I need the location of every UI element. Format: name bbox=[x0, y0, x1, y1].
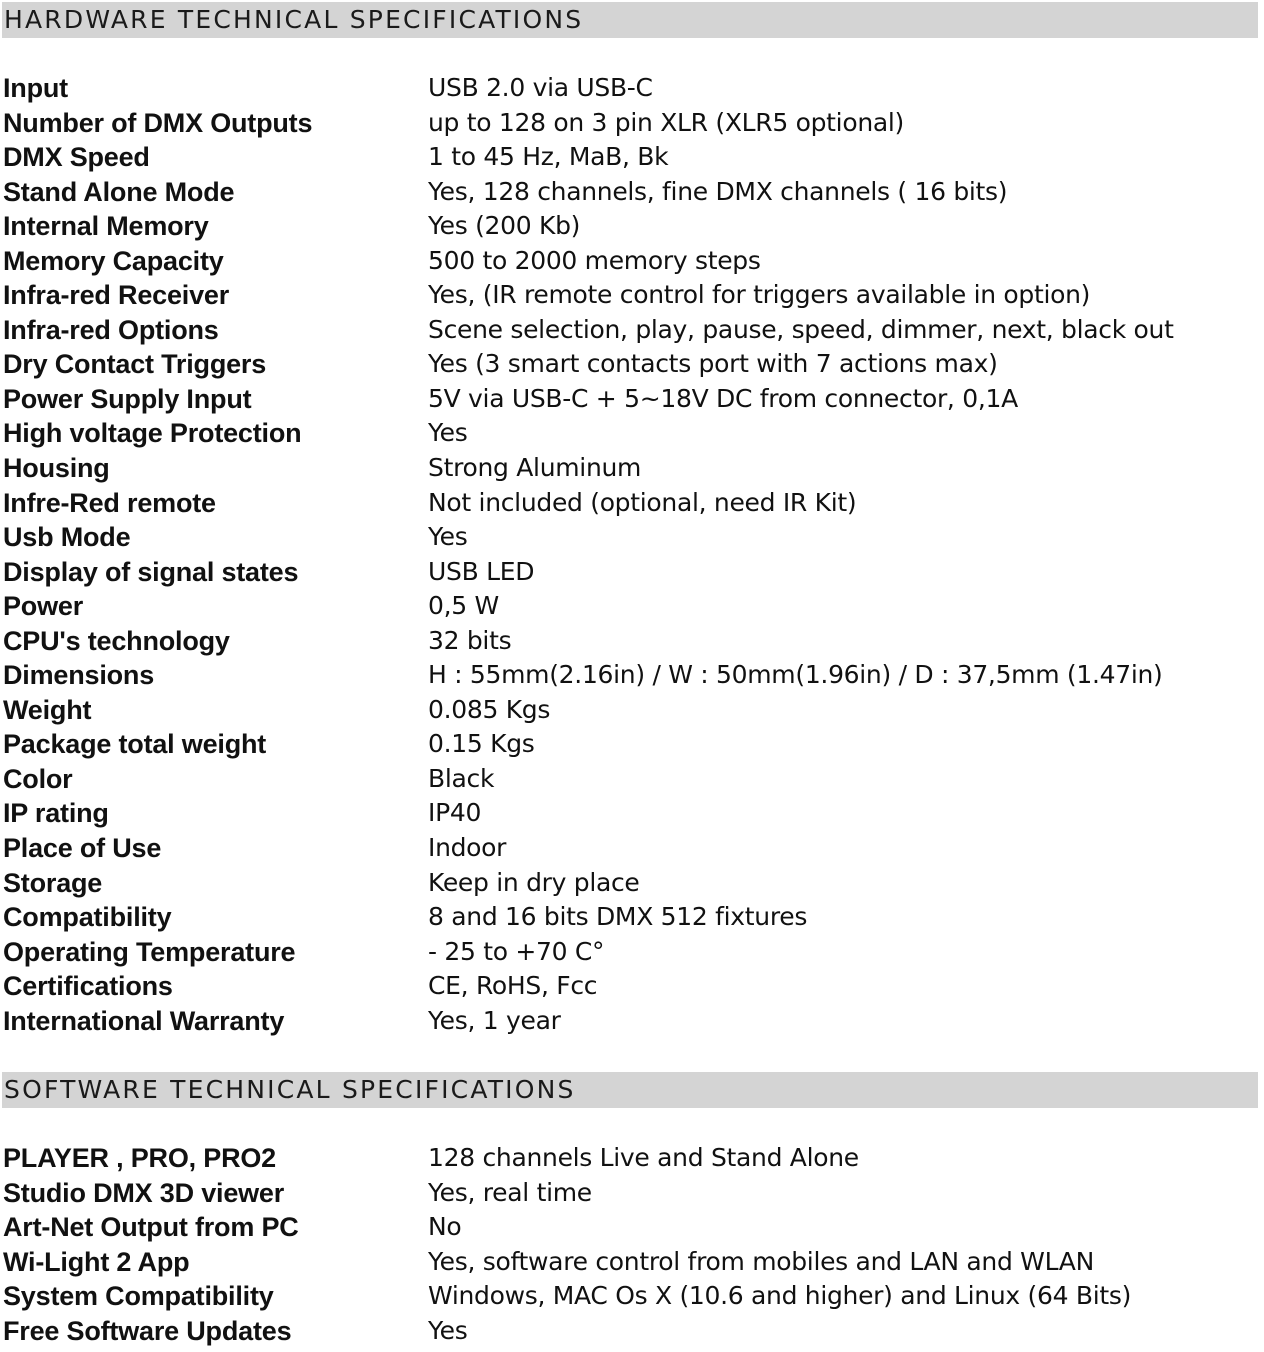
spec-row bbox=[3, 969, 1259, 1004]
spec-value: 0.085 Kgs bbox=[428, 694, 551, 724]
spec-label: International Warranty bbox=[3, 1005, 285, 1036]
spec-label: Dry Contact Triggers bbox=[3, 349, 267, 380]
spec-value: Scene selection, play, pause, speed, dimmer, next, black out bbox=[428, 314, 1174, 344]
spec-row bbox=[3, 175, 1259, 210]
spec-row bbox=[3, 486, 1259, 521]
spec-value: - 25 to +70 C° bbox=[428, 936, 605, 966]
spec-row bbox=[3, 1176, 1259, 1211]
spec-label: Memory Capacity bbox=[3, 245, 224, 276]
spec-value: Yes, (IR remote control for triggers available in option) bbox=[428, 280, 1091, 310]
spec-label: Art-Net Output from PC bbox=[3, 1212, 299, 1243]
spec-label: Dimensions bbox=[3, 660, 155, 691]
software-spec-table bbox=[3, 1141, 1259, 1348]
spec-row bbox=[3, 382, 1259, 417]
spec-value: Yes bbox=[428, 522, 468, 552]
spec-label: Certifications bbox=[3, 971, 173, 1002]
spec-row bbox=[3, 762, 1259, 797]
spec-value: 500 to 2000 memory steps bbox=[428, 245, 761, 275]
spec-row bbox=[3, 831, 1259, 866]
spec-label: IP rating bbox=[3, 798, 109, 829]
spec-label: Display of signal states bbox=[3, 556, 299, 587]
spec-value: Yes, 128 channels, fine DMX channels ( 16 bits) bbox=[428, 176, 1008, 206]
spec-row bbox=[3, 106, 1259, 141]
spec-value: Yes (3 smart contacts port with 7 actions max) bbox=[428, 349, 998, 379]
spec-value: Strong Aluminum bbox=[428, 453, 642, 483]
spec-value: Windows, MAC Os X (10.6 and higher) and Linux (64 Bits) bbox=[428, 1281, 1132, 1311]
spec-label: PLAYER , PRO, PRO2 bbox=[3, 1143, 276, 1173]
spec-row bbox=[3, 347, 1259, 382]
spec-label: Package total weight bbox=[3, 729, 267, 760]
spec-value: Black bbox=[428, 763, 495, 793]
spec-row bbox=[3, 209, 1259, 244]
spec-value: 5V via USB-C + 5~18V DC from connector, 0,1A bbox=[428, 383, 1018, 413]
spec-label: CPU's technology bbox=[3, 625, 230, 656]
spec-row bbox=[3, 1004, 1259, 1039]
spec-row bbox=[3, 796, 1259, 831]
spec-value: Yes bbox=[428, 418, 468, 448]
spec-row bbox=[3, 935, 1259, 970]
spec-row bbox=[3, 313, 1259, 348]
spec-row bbox=[3, 1314, 1259, 1349]
spec-label: Infre-Red remote bbox=[3, 487, 216, 518]
spec-label: Compatibility bbox=[3, 902, 172, 933]
spec-label: Usb Mode bbox=[3, 522, 131, 553]
spec-value: up to 128 on 3 pin XLR (XLR5 optional) bbox=[428, 107, 904, 137]
spec-row bbox=[3, 278, 1259, 313]
spec-row bbox=[3, 451, 1259, 486]
spec-value: USB LED bbox=[428, 556, 535, 586]
spec-value: Yes, 1 year bbox=[428, 1005, 561, 1035]
spec-label: Studio DMX 3D viewer bbox=[3, 1177, 285, 1208]
spec-row bbox=[3, 624, 1259, 659]
spec-row bbox=[3, 900, 1259, 935]
spec-value: 8 and 16 bits DMX 512 fixtures bbox=[428, 902, 808, 932]
spec-row bbox=[3, 416, 1259, 451]
spec-label: Internal Memory bbox=[3, 211, 209, 242]
spec-row bbox=[3, 1141, 1259, 1176]
spec-label: Infra-red Receiver bbox=[3, 280, 230, 311]
spec-label: Storage bbox=[3, 867, 103, 898]
spec-row bbox=[3, 520, 1259, 555]
spec-value: Yes, software control from mobiles and LAN and WLAN bbox=[428, 1246, 1094, 1276]
spec-label: Housing bbox=[3, 453, 110, 484]
spec-value: Yes bbox=[428, 1315, 468, 1345]
spec-row bbox=[3, 658, 1259, 693]
software-section-title: SOFTWARE TECHNICAL SPECIFICATIONS bbox=[2, 1072, 1258, 1108]
spec-label: Wi-Light 2 App bbox=[3, 1246, 190, 1277]
spec-label: Power Supply Input bbox=[3, 383, 252, 414]
hardware-spec-table bbox=[3, 71, 1259, 1038]
spec-value: 1 to 45 Hz, MaB, Bk bbox=[428, 142, 669, 172]
spec-label: Input bbox=[3, 73, 68, 103]
spec-label: Place of Use bbox=[3, 833, 162, 864]
spec-value: 0,5 W bbox=[428, 591, 499, 621]
spec-row bbox=[3, 866, 1259, 901]
hardware-section-title: HARDWARE TECHNICAL SPECIFICATIONS bbox=[2, 2, 1258, 38]
spec-label: System Compatibility bbox=[3, 1281, 274, 1312]
spec-row bbox=[3, 244, 1259, 279]
spec-label: DMX Speed bbox=[3, 142, 150, 173]
spec-label: High voltage Protection bbox=[3, 418, 302, 449]
spec-row bbox=[3, 693, 1259, 728]
spec-label: Free Software Updates bbox=[3, 1315, 292, 1346]
spec-row bbox=[3, 727, 1259, 762]
spec-value: Keep in dry place bbox=[428, 867, 640, 897]
spec-row bbox=[3, 589, 1259, 624]
spec-value: CE, RoHS, Fcc bbox=[428, 971, 598, 1001]
spec-value: IP40 bbox=[428, 798, 482, 828]
spec-label: Weight bbox=[3, 694, 92, 725]
spec-label: Infra-red Options bbox=[3, 314, 219, 345]
spec-row bbox=[3, 1279, 1259, 1314]
spec-value: 0.15 Kgs bbox=[428, 729, 535, 759]
spec-label: Stand Alone Mode bbox=[3, 176, 235, 207]
spec-label: Power bbox=[3, 591, 84, 622]
spec-value: Not included (optional, need IR Kit) bbox=[428, 487, 857, 517]
spec-label: Number of DMX Outputs bbox=[3, 107, 313, 138]
spec-row bbox=[3, 555, 1259, 590]
spec-row bbox=[3, 1245, 1259, 1280]
spec-value: H : 55mm(2.16in) / W : 50mm(1.96in) / D : 37,5mm (1.47in) bbox=[428, 660, 1163, 690]
spec-label: Color bbox=[3, 763, 73, 794]
spec-row bbox=[3, 1210, 1259, 1245]
spec-label: Operating Temperature bbox=[3, 936, 296, 967]
spec-row bbox=[3, 140, 1259, 175]
spec-value: 128 channels Live and Stand Alone bbox=[428, 1143, 859, 1172]
spec-value: USB 2.0 via USB-C bbox=[428, 73, 653, 102]
spec-value: Indoor bbox=[428, 833, 507, 863]
spec-row bbox=[3, 71, 1259, 106]
spec-value: No bbox=[428, 1212, 462, 1242]
spec-value: Yes, real time bbox=[428, 1177, 592, 1207]
spec-value: 32 bits bbox=[428, 625, 512, 655]
spec-value: Yes (200 Kb) bbox=[428, 211, 581, 241]
